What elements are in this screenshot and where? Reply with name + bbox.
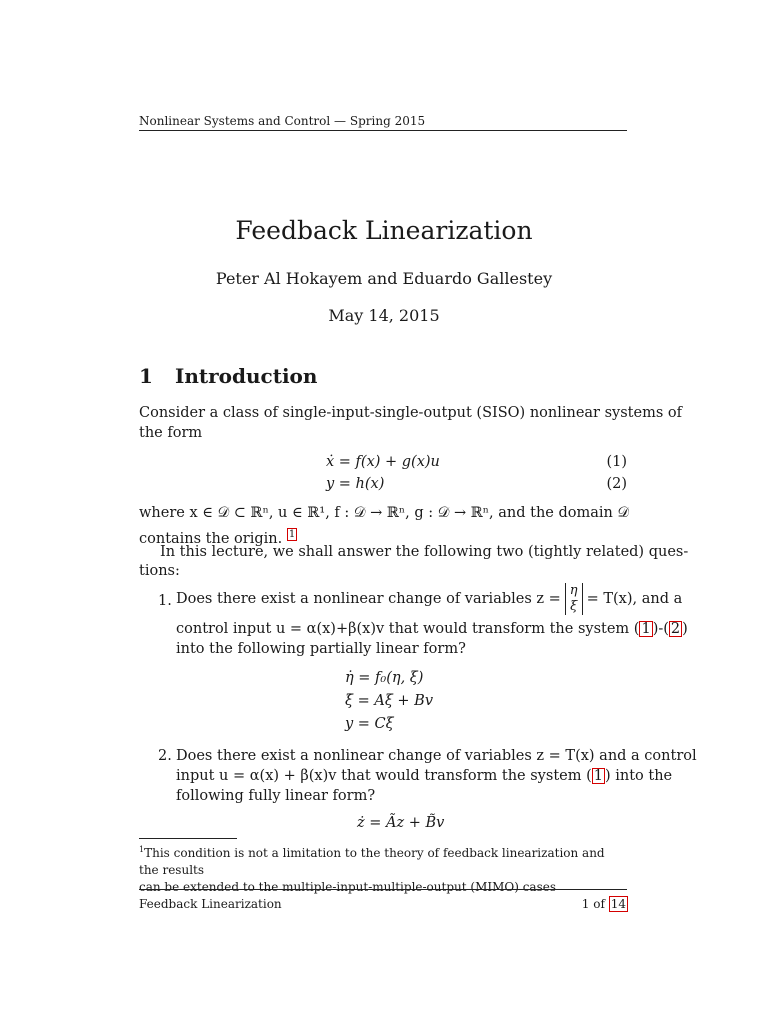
date: May 14, 2015: [328, 306, 440, 325]
footnote-line-2: can be extended to the multiple-input-multiple-output (MIMO) cases: [139, 880, 557, 894]
q1-line-2b: ): [682, 621, 688, 637]
page-title: Feedback Linearization: [235, 216, 533, 245]
footnote-text-1: This condition is not a limitation to the theory of feedback linearization and the results: [139, 846, 605, 877]
eq-ref-q2[interactable]: 1: [593, 768, 603, 784]
equation-2-number: (2): [606, 476, 627, 492]
q1-dash: )-(: [652, 621, 669, 637]
q2-line-1: Does there exist a nonlinear change of variables z = T(x) and a control: [176, 748, 697, 764]
intro-line-2: the form: [139, 425, 203, 441]
vector-bottom: ξ: [570, 599, 578, 614]
footnote-mark: 1: [139, 845, 145, 854]
q1-line-2: [176, 619, 688, 640]
equation-1: ẋ = f(x) + g(x)u: [326, 454, 440, 470]
current-page: 1: [581, 897, 590, 911]
partial-linear-eq-3: y = Cξ: [345, 716, 394, 732]
footnote-rule: [139, 838, 237, 839]
authors: Peter Al Hokayem and Eduardo Gallestey: [215, 269, 553, 288]
q1-line-2a: control input u = α(x)+β(x)v that would transform the system (: [176, 621, 640, 637]
partial-linear-eq-1: η̇ = f₀(η, ξ): [345, 670, 424, 686]
footer-rule: [139, 889, 627, 890]
where-line-2-text: contains the origin.: [139, 530, 283, 547]
eq-ref-2[interactable]: 2: [670, 621, 681, 637]
q1-line-1a: Does there exist a nonlinear change of variables z =: [176, 590, 561, 607]
q2-number: 2.: [158, 748, 172, 764]
section-number: 1: [139, 364, 153, 388]
page-of: of: [593, 897, 605, 911]
q1-number: 1.: [158, 593, 172, 609]
total-pages-link[interactable]: 14: [610, 897, 626, 911]
equation-2: y = h(x): [326, 476, 385, 492]
intro-line-1: Consider a class of single-input-single-output (SISO) nonlinear systems of: [139, 405, 682, 421]
q2-line-2: [176, 766, 672, 787]
partial-linear-eq-2: ξ̇ = Aξ + Bv: [345, 693, 434, 709]
full-linear-eq: ż = Ãz + B̃v: [357, 815, 445, 831]
vector-top: η: [569, 583, 578, 598]
lecture-line-1: In this lecture, we shall answer the following two (tightly related) ques-: [160, 544, 689, 560]
section-title: Introduction: [175, 364, 318, 388]
footnote-link[interactable]: 1: [288, 529, 296, 540]
q1-line-3: into the following partially linear form?: [176, 641, 466, 657]
eq-ref-1[interactable]: 1: [641, 621, 651, 637]
header-rule: [139, 130, 627, 131]
q2-line-2b: ) into the: [604, 768, 673, 784]
lecture-line-2: tions:: [139, 563, 180, 579]
where-line-1: where x ∈ 𝒟 ⊂ ℝⁿ, u ∈ ℝ¹, f : 𝒟 → ℝⁿ, g : 𝒟 → ℝⁿ, and the domain 𝒟: [139, 505, 630, 521]
running-header: Nonlinear Systems and Control — Spring 2015: [139, 114, 426, 128]
page-indicator: [500, 896, 628, 912]
q2-line-3: following fully linear form?: [176, 788, 376, 804]
q1-line-1: [176, 583, 682, 615]
footer-title: Feedback Linearization: [139, 897, 282, 911]
q1-line-1b: = T(x), and a: [586, 590, 683, 607]
q2-line-2a: input u = α(x) + β(x)v that would transform the system (: [176, 768, 592, 784]
eta-xi-vector: [565, 583, 583, 615]
equation-1-number: (1): [606, 454, 627, 470]
footnote: [139, 841, 628, 896]
section-heading: [139, 362, 317, 390]
footnote-line-1: [139, 841, 628, 879]
